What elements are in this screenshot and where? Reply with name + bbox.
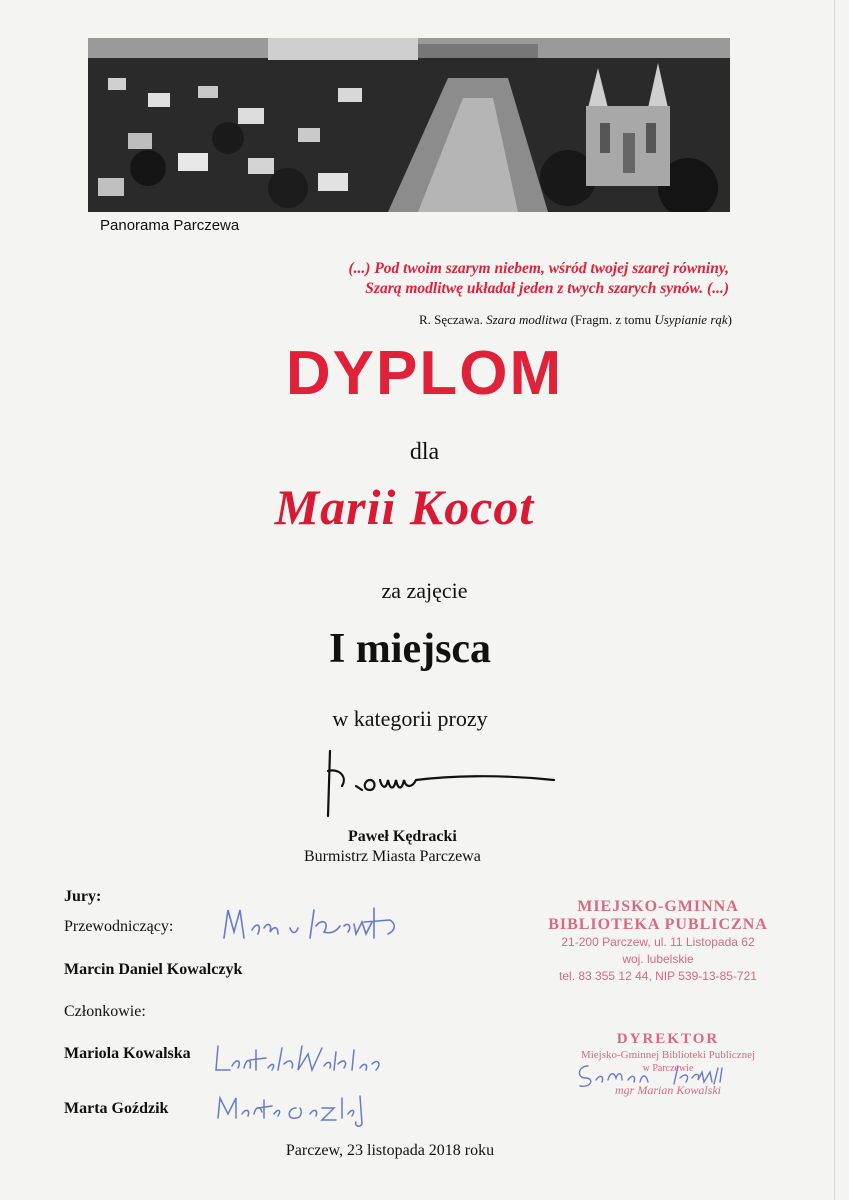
director-signature [574,1060,744,1095]
town-panorama-photo [88,38,730,212]
quote-source-mid: (Fragm. z tomu [570,312,652,327]
category-label: w kategorii prozy [332,706,488,731]
mayor-signature [318,746,558,841]
quote-book: Usypianie rąk [654,312,728,327]
recipient-name: Marii Kocot [274,479,535,535]
diploma-title: DYPLOM [285,339,564,408]
member-1-signature [210,1040,400,1085]
stamp-line: mgr Marian Kowalski [614,1083,721,1097]
stamp-line: BIBLIOTEKA PUBLICZNA [548,916,768,933]
page-edge [834,0,835,1200]
chair-signature [214,898,424,953]
quote-source-end: ) [727,312,732,327]
for-label: dla [409,439,440,465]
stamp-line: w Parczewie [642,1063,694,1074]
chair-name: Marcin Daniel Kowalczyk [64,961,243,978]
member-name: Mariola Kowalska [64,1045,191,1062]
member-name: Marta Goździk [64,1100,169,1117]
stamp-line: Miejsko-Gminnej Biblioteki Publicznej [580,1049,756,1061]
quote-source [419,312,732,328]
photo-caption: Panorama Parczewa [100,217,240,234]
stamp-line: woj. lubelskie [622,952,694,966]
quote-line-2: Szarą modlitwę układał jeden z twych szarych synów. (...) [365,280,729,297]
members-label: Członkowie: [64,1003,146,1020]
stamp-line: 21-200 Parczew, ul. 11 Listopada 62 [561,935,755,949]
library-stamp [538,898,778,985]
chair-label: Przewodniczący: [64,918,174,935]
for-taking-label: za zajęcie [381,578,468,603]
stamp-line: MIEJSKO-GMINNA [577,898,739,915]
quote-author: R. Sęczawa. [418,312,483,327]
stamp-line: tel. 83 355 12 44, NIP 539-13-85-721 [559,969,757,983]
jury-label: Jury: [64,888,102,905]
stamp-line: DYREKTOR [616,1031,720,1047]
mayor-name: Paweł Kędracki [348,828,457,845]
quote-line-1: (...) Pod twoim szarym niebem, wśród twojej szarej równiny, [348,260,729,277]
poem-quote [349,259,730,299]
issue-date: Parczew, 23 listopada 2018 roku [285,1142,495,1159]
member-2-signature [212,1088,382,1133]
quote-title: Szara modlitwa [486,312,568,327]
place-awarded: I miejsca [328,626,492,672]
mayor-role: Burmistrz Miasta Parczewa [304,848,481,865]
